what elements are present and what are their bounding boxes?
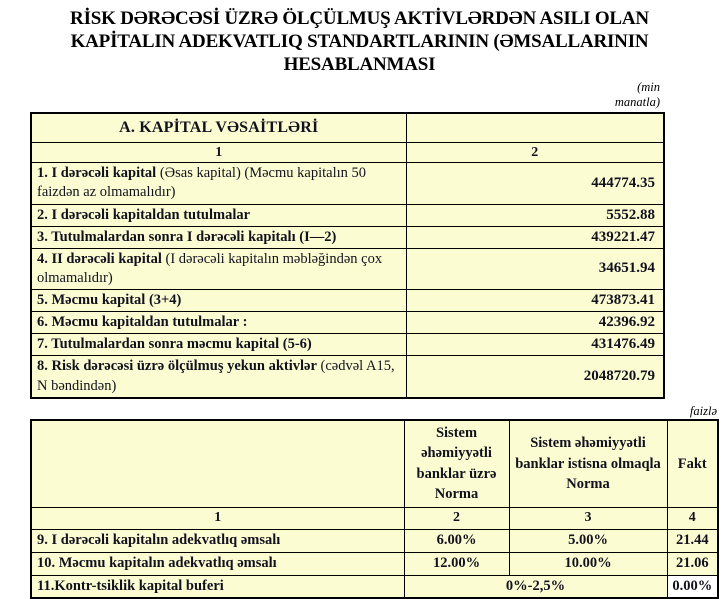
row-value: 444774.35 [406,163,664,204]
document-page [0,7,719,595]
table-row [31,204,664,226]
row-norma-sys: 6.00% [404,529,509,552]
col-number-4: 4 [667,507,718,529]
row-label-rest: (I dərəcəli kapitalın məbləğindən çox olmamalıdır) [37,250,383,286]
row-label [31,312,406,334]
row-label: 9. I dərəcəli kapitalın adekvatlıq əmsalı [31,529,404,552]
page-title-line3: HESABLANMASI [283,54,436,76]
unit-note-line1: (min [637,79,660,94]
row-label: 10. Məcmu kapitalın adekvatlıq əmsalı [31,552,404,575]
row-label-rest: (Əsas kapital) (Məcmu kapitalın 50 faizdən az olmamalıdır) [37,165,367,201]
page-title-line1: RİSK DƏRƏCƏSİ ÜZRƏ ÖLÇÜLMUŞ AKTİVLƏRDƏN ASILI OLAN [70,8,649,29]
row-fakt: 21.06 [667,552,718,575]
table-row [31,248,664,289]
row-label [31,226,406,248]
section-header-empty-cell [406,113,664,143]
row-value: 439221.47 [406,226,664,248]
col-number-1: 1 [31,143,406,163]
table-row [31,334,664,356]
header-fakt: Fakt [667,420,718,508]
table-row [31,575,718,598]
page-title [8,7,711,77]
col-number-1: 1 [31,507,404,529]
row-label [31,356,406,398]
row-label-bold: 1. I dərəcəli kapital [37,165,157,182]
row-label: 11.Kontr-tsiklik kapital buferi [31,575,404,598]
row-label-bold: 8. Risk dərəcəsi üzrə ölçülmuş yekun aktivlər [37,358,317,375]
table-row [31,356,664,398]
header-norma-other: Sistem əhəmiyyətli banklar istisna olmaqla Norma [509,420,667,508]
row-label-rest: (cədvəl A15, N bəndindən) [37,358,395,394]
row-value: 34651.94 [406,248,664,289]
row-label [31,204,406,226]
row-label [31,334,406,356]
row-label-bold: 7. Tutulmalardan sonra məcmu kapital (5-6) [37,336,312,353]
row-norma-other: 5.00% [509,529,667,552]
page-title-line2: KAPİTALIN ADEKVATLIQ STANDARTLARININ (ƏMSALLARININ [70,31,649,53]
row-label-bold: 3. Tutulmalardan sonra I dərəcəli kapitalı (I—2) [37,228,337,245]
table-section-header-row [31,113,664,143]
row-norma-sys: 12.00% [404,552,509,575]
section-header-cell: A. KAPİTAL VƏSAİTLƏRİ [31,113,406,143]
row-value: 473873.41 [406,290,664,312]
row-fakt: 21.44 [667,529,718,552]
row-value: 5552.88 [406,204,664,226]
col-number-3: 3 [509,507,667,529]
column-number-row [31,507,718,529]
col-number-2: 2 [406,143,664,163]
table-row [31,529,718,552]
row-label-bold: 4. II dərəcəli kapital [37,250,162,267]
header-empty-cell [31,420,404,508]
row-fakt: 0.00% [667,575,718,598]
percent-note: faizlə [689,403,717,418]
row-label [31,163,406,204]
adequacy-ratios-table [30,419,719,599]
table-row [31,226,664,248]
col-number-2: 2 [404,507,509,529]
table-row [31,163,664,204]
unit-note [0,80,660,111]
row-value: 42396.92 [406,312,664,334]
unit-note-line2: manatla) [614,95,660,110]
row-label-bold: 5. Məcmu kapital (3+4) [37,292,182,309]
row-norma-other: 10.00% [509,552,667,575]
capital-funds-table [30,112,665,399]
row-label-bold: 6. Məcmu kapitaldan tutulmalar : [37,314,248,331]
row-label [31,290,406,312]
row-value: 431476.49 [406,334,664,356]
table-row [31,552,718,575]
table-row [31,312,664,334]
header-norma-sys: Sistem əhəmiyyətli banklar üzrə Norma [404,420,509,508]
table-row [31,290,664,312]
row-label-bold: 2. I dərəcəli kapitaldan tutulmalar [37,206,251,223]
row-value: 2048720.79 [406,356,664,398]
row-norma-range: 0%-2,5% [404,575,667,598]
column-number-row [31,143,664,163]
table-header-row [31,420,718,508]
row-label [31,248,406,289]
